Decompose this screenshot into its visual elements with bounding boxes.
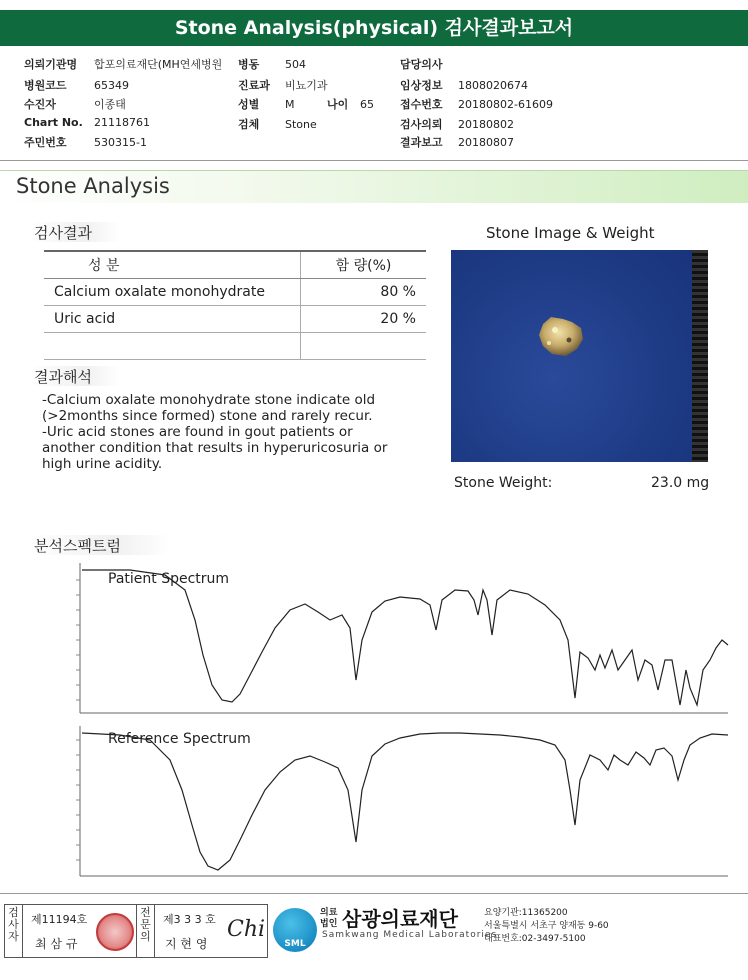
field-chart-no: Chart No. 21118761 xyxy=(24,116,150,129)
corp-english-name: Samkwang Medical Laboratories xyxy=(322,930,498,940)
field-requester: 의뢰기관명 합포의료재단(MH연세병원 xyxy=(24,58,223,71)
field-patient: 수진자 이종태 xyxy=(24,98,126,111)
field-department: 진료과 비뇨기과 xyxy=(238,79,328,92)
reference-spectrum-plot xyxy=(76,726,728,876)
interpretation-line: (>2months since formed) stone and rarely recur. xyxy=(42,408,373,424)
signature-box xyxy=(4,904,268,958)
corp-info-line: 대표번호:02-3497-5100 xyxy=(484,934,586,944)
interpretation-heading: 결과해석 xyxy=(34,368,92,386)
signature: Chi xyxy=(227,917,266,942)
corp-name: 삼광의료재단 xyxy=(342,907,458,931)
inspector-label: 검사자 xyxy=(5,905,23,957)
field-doctor: 담당의사 xyxy=(400,58,443,71)
field-report-date: 결과보고 20180807 xyxy=(400,136,514,149)
inspector-no: 제11194호 xyxy=(31,913,88,926)
field-specimen: 검체 Stone xyxy=(238,118,317,131)
specialist-label: 전문의 xyxy=(137,905,155,957)
field-clinical-info: 임상정보 1808020674 xyxy=(400,79,528,92)
specialist-no: 제3 3 3 호 xyxy=(163,913,216,926)
specialist-name: 지 현 영 xyxy=(165,937,208,951)
interpretation-line: high urine acidity. xyxy=(42,456,163,472)
col-amount-header: 함 량(%) xyxy=(301,251,427,279)
reference-spectrum-label: Reference Spectrum xyxy=(108,731,251,747)
field-age: 나이 65 xyxy=(327,98,374,111)
inspector-name: 최 삼 규 xyxy=(35,937,78,951)
section-title: Stone Analysis xyxy=(16,174,170,198)
interpretation-line: -Uric acid stones are found in gout patients or xyxy=(42,424,353,440)
component-cell: Calcium oxalate monohydrate xyxy=(44,279,301,306)
footer xyxy=(0,900,748,967)
sml-logo-icon: SML xyxy=(273,908,317,952)
report-title: Stone Analysis(physical) 검사결과보고서 xyxy=(0,10,748,46)
corp-info-line: 서울특별시 서초구 양재동 9-60 xyxy=(484,921,609,931)
interpretation-line: another condition that results in hyperuricosuria or xyxy=(42,440,388,456)
corp-type: 의료 법인 xyxy=(320,908,338,929)
patient-spectrum-label: Patient Spectrum xyxy=(108,571,230,587)
interpretation-line: -Calcium oxalate monohydrate stone indicate old xyxy=(42,392,376,408)
stone-image-label: Stone Image & Weight xyxy=(486,224,655,242)
field-sex: 성별 M xyxy=(238,98,295,111)
field-resident-no: 주민번호 530315-1 xyxy=(24,136,147,149)
amount-cell: 20 % xyxy=(301,306,427,333)
results-heading: 검사결과 xyxy=(34,224,92,242)
seal-stamp-icon xyxy=(96,913,134,951)
spectrum-heading: 분석스펙트럼 xyxy=(34,537,121,555)
footer-divider xyxy=(0,893,748,894)
stone-weight-label: Stone Weight: xyxy=(454,475,553,491)
col-component-header: 성 분 xyxy=(44,251,301,279)
amount-cell: 80 % xyxy=(301,279,427,306)
field-receipt-no: 접수번호 20180802-61609 xyxy=(400,98,553,111)
component-cell: Uric acid xyxy=(44,306,301,333)
field-hospital-code: 병원코드 65349 xyxy=(24,79,129,92)
stone-weight-value: 23.0 mg xyxy=(651,475,710,491)
field-request-date: 검사의뢰 20180802 xyxy=(400,118,514,131)
field-ward: 병동 504 xyxy=(238,58,306,71)
corp-info-line: 요양기관:11365200 xyxy=(484,908,568,918)
corp-info xyxy=(484,907,609,946)
